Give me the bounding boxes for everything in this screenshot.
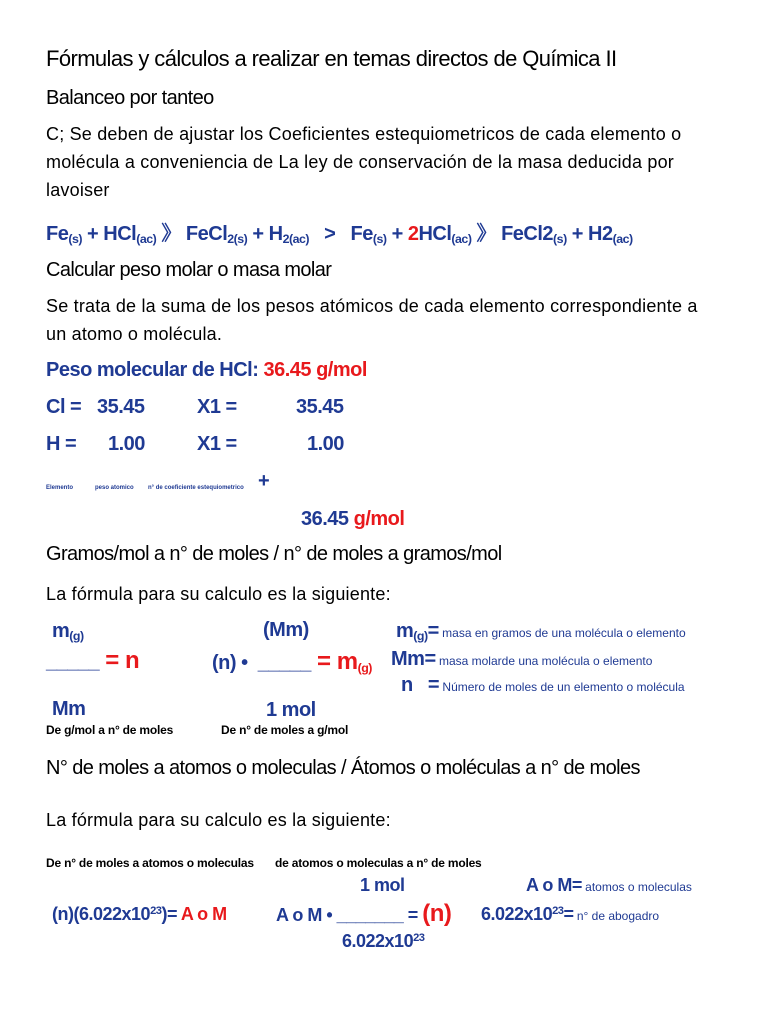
definition-avogadro: $6.022x10^{23}= n^\circ$ de abogadro — [481, 904, 660, 924]
caption-moles-to-atoms: De n° de moles a atomos o moleculas — [46, 856, 254, 870]
definition-n: n = Número de moles de un elemento o molécula — [401, 674, 685, 696]
definition-mm: Mm= masa molarde una molécula o elemento — [391, 648, 653, 670]
definition-mg: $m_{(g)}=$ masa en gramos de una molécula o elemento — [396, 620, 686, 644]
molar-row-cl-element: Cl = — [46, 396, 82, 418]
balanceo-text-line-2: molécula a conveniencia de La ley de conservación de la masa deducida por — [46, 152, 674, 172]
formula-mm-top: (Mm) — [263, 619, 309, 641]
formula-mg-numerator: $m_{(g)}$ — [52, 620, 84, 644]
heading-peso-molar: Calcular peso molar o masa molar — [46, 259, 332, 281]
heading-moles-atomos: N° de moles a atomos o moleculas / Átomos o moléculas a n° de moles — [46, 757, 640, 779]
page-title: Fórmulas y cálculos a realizar en temas directos de Química II — [46, 46, 617, 71]
legend-elemento: Elemento — [46, 485, 74, 491]
molar-label: Peso molecular de HCl: 36.45 g/mol — [46, 359, 367, 381]
peso-molar-text-line-2: un atomo o molécula. — [46, 324, 223, 344]
formula-n-to-aom: $(n)(6.022x10^{23})= A$ o M — [52, 904, 227, 924]
caption-atoms-to-moles: de atomos o moleculas a n° de moles — [275, 856, 482, 870]
heading-balanceo: Balanceo por tanteo — [46, 87, 214, 109]
molar-row-h-result: 1.00 — [307, 433, 344, 455]
legend-peso-atomico: peso atomico — [95, 485, 134, 491]
balanceo-text-line-1: C; Se deben de ajustar los Coeficientes estequiometricos de cada elemento o — [46, 124, 682, 144]
formula-n-fraction: _____ = n — [46, 647, 140, 674]
caption-moles-to-g-mol: De n° de moles a g/mol — [221, 723, 349, 737]
peso-molar-text-line-1: Se trata de la suma de los pesos atómicos de cada elemento correspondiente a — [46, 296, 698, 316]
formula-mm-denominator: Mm — [52, 698, 86, 720]
caption-g-mol-to-moles: De g/mol a n° de moles — [46, 723, 174, 737]
definition-aom: A o M= atomos o moleculas — [526, 875, 692, 895]
molar-row-cl-coef: X1 = — [197, 396, 237, 418]
formula-avogadro-denominator: $6.022x10^{23}$ — [342, 931, 425, 951]
formula-one-mol: 1 mol — [266, 699, 316, 721]
molar-row-cl-weight: 35.45 — [97, 396, 145, 418]
sum-plus-sign: + — [258, 470, 270, 492]
molar-row-cl-result: 35.45 — [296, 396, 344, 418]
heading-gramos-mol: Gramos/mol a n° de moles / n° de moles a gramos/mol — [46, 543, 502, 565]
molar-row-h-weight: 1.00 — [108, 433, 145, 455]
formula-mg-fraction: (n) • _____ = $m_{(g)}$ — [212, 648, 372, 676]
gramos-formula-intro: La fórmula para su calculo es la siguiente: — [46, 584, 391, 604]
moles-formula-intro: La fórmula para su calculo es la siguiente: — [46, 810, 391, 830]
balance-equation: $Fe_{(s)} + HCl_{(ac)}$ 》 FeCl$_{2(s)}$ + $H_{2(ac)}$ > $Fe_{(s)} + 2HCl_{(ac)}$ 》 $FeCl2_{(s)} + H2_{(ac)}$ — [46, 223, 633, 247]
legend-coeficiente: n° de coeficiente estequiometrico — [148, 485, 244, 491]
formula-aom-to-n: A o M • _______ = (n) — [276, 900, 452, 927]
molar-row-h-element: H = — [46, 433, 77, 455]
molar-total: 36.45 g/mol — [301, 508, 405, 530]
balanceo-text-line-3: lavoiser — [46, 180, 110, 200]
molar-row-h-coef: X1 = — [197, 433, 237, 455]
formula-one-mol-top: 1 mol — [360, 875, 405, 895]
